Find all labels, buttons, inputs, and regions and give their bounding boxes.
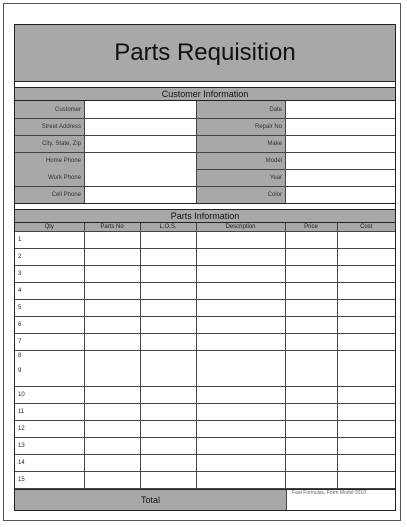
description-cell[interactable] (196, 351, 285, 387)
date-field[interactable] (285, 101, 395, 118)
parts-no-cell[interactable] (84, 249, 140, 266)
row-number: 9 (18, 368, 22, 374)
price-cell[interactable] (285, 300, 337, 317)
los-cell[interactable] (140, 334, 196, 351)
description-cell[interactable] (196, 455, 285, 472)
table-row (15, 266, 395, 283)
parts-table (15, 223, 395, 489)
price-cell[interactable] (285, 404, 337, 421)
cost-cell[interactable] (337, 387, 395, 404)
parts-no-cell[interactable] (84, 266, 140, 283)
price-cell[interactable] (285, 266, 337, 283)
parts-no-cell[interactable] (84, 283, 140, 300)
description-cell[interactable] (196, 421, 285, 438)
row-number-qty-cell[interactable] (15, 351, 84, 387)
customer-field[interactable] (84, 101, 196, 118)
parts-no-cell[interactable] (84, 351, 140, 387)
los-cell[interactable] (140, 266, 196, 283)
parts-no-cell[interactable] (84, 317, 140, 334)
los-cell[interactable] (140, 421, 196, 438)
total-label: Total (15, 490, 286, 510)
row-number-qty-cell[interactable] (15, 455, 84, 472)
page-sheet (3, 3, 401, 521)
row-number-qty-cell[interactable] (15, 317, 84, 334)
row-number-qty-cell[interactable] (15, 472, 84, 489)
description-cell[interactable] (196, 387, 285, 404)
los-cell[interactable] (140, 455, 196, 472)
price-cell[interactable] (285, 421, 337, 438)
row-number-qty-cell[interactable] (15, 283, 84, 300)
table-row (15, 351, 395, 387)
row-number: 12 (18, 426, 25, 432)
parts-no-cell[interactable] (84, 455, 140, 472)
requisition-form (14, 24, 396, 511)
price-cell[interactable] (285, 232, 337, 249)
row-number: 4 (18, 288, 22, 294)
row-number: 7 (18, 339, 22, 345)
row-number-qty-cell[interactable] (15, 300, 84, 317)
column-header-parts-no: Parts No (84, 223, 140, 232)
table-row (15, 232, 395, 249)
los-cell[interactable] (140, 283, 196, 300)
footer-credit: Fast Formulas, Form Model 2010 (292, 490, 366, 496)
column-header-qty: Qty (15, 223, 84, 232)
street-address-field[interactable] (84, 118, 196, 135)
cost-cell[interactable] (337, 317, 395, 334)
los-cell[interactable] (140, 351, 196, 387)
price-cell[interactable] (285, 249, 337, 266)
los-cell[interactable] (140, 472, 196, 489)
table-row (15, 334, 395, 351)
cost-cell[interactable] (337, 232, 395, 249)
column-header-los: L.O.S. (140, 223, 196, 232)
cost-cell[interactable] (337, 455, 395, 472)
repair-no-label: Repair No (196, 118, 285, 135)
row-number: 1 (18, 237, 22, 243)
row-number-qty-cell[interactable] (15, 421, 84, 438)
parts-no-cell[interactable] (84, 387, 140, 404)
model-field[interactable] (285, 152, 395, 169)
description-cell[interactable] (196, 232, 285, 249)
spacer (15, 203, 395, 210)
parts-no-cell[interactable] (84, 404, 140, 421)
cell-phone-field[interactable] (84, 186, 196, 203)
los-cell[interactable] (140, 317, 196, 334)
customer-label: Customer (15, 101, 84, 118)
cost-cell[interactable] (337, 334, 395, 351)
work-phone-field[interactable] (84, 169, 196, 186)
price-cell[interactable] (285, 351, 337, 387)
row-number: 3 (18, 271, 22, 277)
los-cell[interactable] (140, 232, 196, 249)
row-number: 10 (18, 392, 25, 398)
price-cell[interactable] (285, 317, 337, 334)
parts-no-cell[interactable] (84, 334, 140, 351)
cost-cell[interactable] (337, 404, 395, 421)
cost-cell[interactable] (337, 421, 395, 438)
year-label: Year (196, 169, 285, 186)
model-label: Model (196, 152, 285, 169)
table-row (15, 438, 395, 455)
work-phone-label: Work Phone (15, 169, 84, 186)
los-cell[interactable] (140, 249, 196, 266)
price-cell[interactable] (285, 472, 337, 489)
column-header-cost: Cost (337, 223, 395, 232)
los-cell[interactable] (140, 387, 196, 404)
row-number: 13 (18, 443, 25, 449)
description-cell[interactable] (196, 283, 285, 300)
los-cell[interactable] (140, 404, 196, 421)
description-cell[interactable] (196, 334, 285, 351)
cost-cell[interactable] (337, 438, 395, 455)
description-cell[interactable] (196, 266, 285, 283)
make-field[interactable] (285, 135, 395, 152)
row-number-qty-cell[interactable] (15, 266, 84, 283)
price-cell[interactable] (285, 455, 337, 472)
cost-cell[interactable] (337, 249, 395, 266)
price-cell[interactable] (285, 387, 337, 404)
color-label: Color (196, 186, 285, 203)
row-number: 8 (18, 353, 22, 359)
row-number: 6 (18, 322, 22, 328)
date-label: Date (196, 101, 285, 118)
home-phone-label: Home Phone (15, 152, 84, 169)
description-cell[interactable] (196, 438, 285, 455)
street-address-label: Street Address (15, 118, 84, 135)
cell-phone-label: Cell Phone (15, 186, 84, 203)
customer-info-grid (15, 101, 395, 203)
cost-cell[interactable] (337, 283, 395, 300)
column-header-description: Description (196, 223, 285, 232)
table-row (15, 317, 395, 334)
row-number-qty-cell[interactable] (15, 387, 84, 404)
make-label: Make (196, 135, 285, 152)
table-row (15, 387, 395, 404)
row-number: 2 (18, 254, 22, 260)
form-title: Parts Requisition (15, 25, 395, 82)
cost-cell[interactable] (337, 351, 395, 387)
city-state-zip-label: City, State, Zip (15, 135, 84, 152)
city-state-zip-field[interactable] (84, 135, 196, 152)
parts-no-cell[interactable] (84, 232, 140, 249)
repair-no-field[interactable] (285, 118, 395, 135)
description-cell[interactable] (196, 317, 285, 334)
cost-cell[interactable] (337, 266, 395, 283)
cost-cell[interactable] (337, 300, 395, 317)
description-cell[interactable] (196, 404, 285, 421)
parts-no-cell[interactable] (84, 472, 140, 489)
los-cell[interactable] (140, 300, 196, 317)
row-number: 14 (18, 460, 25, 466)
row-number-qty-cell[interactable] (15, 249, 84, 266)
customer-info-header: Customer Information (15, 88, 395, 101)
description-cell[interactable] (196, 472, 285, 489)
parts-info-header: Parts Information (15, 210, 395, 223)
price-cell[interactable] (285, 283, 337, 300)
home-phone-field[interactable] (84, 152, 196, 169)
table-row (15, 404, 395, 421)
row-number-qty-cell[interactable] (15, 232, 84, 249)
row-number-qty-cell[interactable] (15, 438, 84, 455)
cost-cell[interactable] (337, 472, 395, 489)
price-cell[interactable] (285, 334, 337, 351)
parts-no-cell[interactable] (84, 300, 140, 317)
row-number-qty-cell[interactable] (15, 404, 84, 421)
parts-no-cell[interactable] (84, 438, 140, 455)
column-header-price: Price (285, 223, 337, 232)
table-row (15, 455, 395, 472)
price-cell[interactable] (285, 438, 337, 455)
description-cell[interactable] (196, 300, 285, 317)
color-field[interactable] (285, 186, 395, 203)
description-cell[interactable] (196, 249, 285, 266)
year-field[interactable] (285, 169, 395, 186)
table-row (15, 472, 395, 489)
parts-no-cell[interactable] (84, 421, 140, 438)
table-row (15, 300, 395, 317)
row-number: 15 (18, 477, 25, 483)
los-cell[interactable] (140, 438, 196, 455)
row-number: 5 (18, 305, 22, 311)
row-number-qty-cell[interactable] (15, 334, 84, 351)
row-number: 11 (18, 409, 25, 415)
table-row (15, 421, 395, 438)
table-row (15, 249, 395, 266)
table-row (15, 283, 395, 300)
